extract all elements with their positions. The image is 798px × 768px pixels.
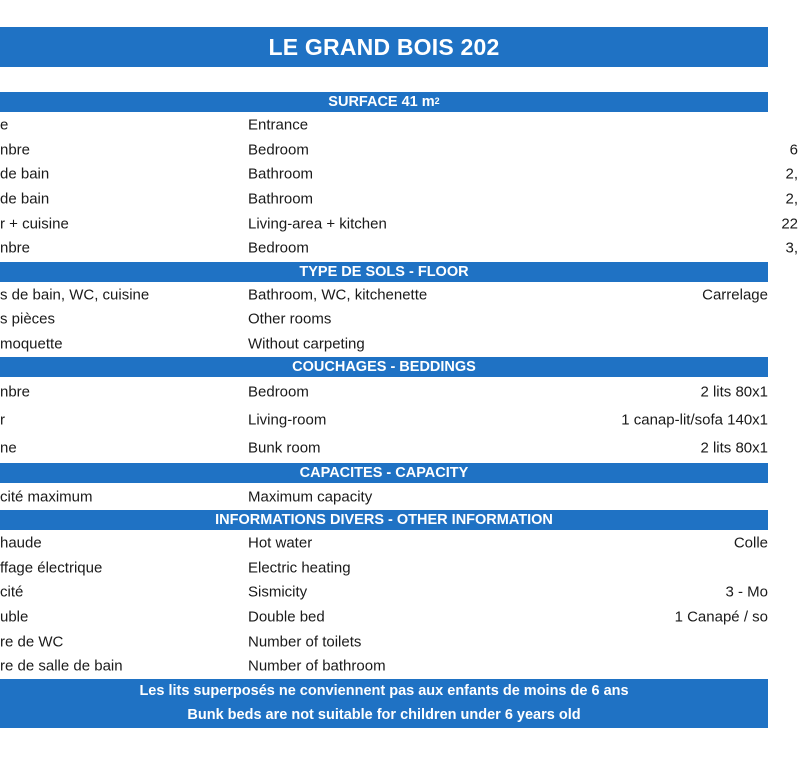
- value-cell: 2,: [785, 165, 798, 183]
- section-title: SURFACE 41 m: [328, 94, 435, 110]
- info-table: [0, 91, 798, 728]
- english-label: Entrance: [248, 116, 309, 134]
- french-label: r: [0, 411, 5, 429]
- table-row: [0, 332, 768, 357]
- english-label: Number of toilets: [248, 633, 362, 651]
- section-header-beddings: [0, 356, 768, 378]
- value-cell: 1 canap-lit/sofa 140x1: [621, 411, 768, 429]
- value-cell: 2 lits 80x1: [700, 439, 768, 457]
- table-row: [0, 113, 768, 138]
- english-label: Bunk room: [248, 439, 321, 457]
- page-title: LE GRAND BOIS 202: [0, 27, 768, 67]
- english-label: Bedroom: [248, 239, 309, 257]
- footer-note-french: [0, 679, 768, 704]
- english-label: Bathroom: [248, 165, 314, 183]
- table-row: [0, 434, 768, 462]
- english-label: Maximum capacity: [248, 488, 373, 506]
- table-row: [0, 211, 798, 236]
- english-label: Bathroom, WC, kitchenette: [248, 286, 428, 304]
- table-row: [0, 378, 768, 406]
- french-label: cité: [0, 583, 24, 601]
- french-label: e: [0, 116, 9, 134]
- table-row: [0, 283, 768, 308]
- table-row: [0, 236, 798, 261]
- english-label: Without carpeting: [248, 335, 365, 353]
- english-label: Hot water: [248, 534, 313, 552]
- value-cell: Colle: [733, 534, 768, 552]
- table-row: [0, 580, 768, 605]
- footer-text: Bunk beds are not suitable for children under 6 years old: [187, 707, 581, 724]
- table-row: [0, 484, 768, 509]
- english-label: Bedroom: [248, 141, 309, 159]
- french-label: uble: [0, 608, 29, 626]
- value-cell: Carrelage: [702, 286, 768, 304]
- footer-text: Les lits superposés ne conviennent pas aux enfants de moins de 6 ans: [139, 682, 629, 699]
- french-label: re de WC: [0, 633, 64, 651]
- superscript: 2: [434, 96, 440, 106]
- english-label: Living-room: [248, 411, 327, 429]
- table-row: [0, 138, 798, 163]
- french-label: s de bain, WC, cuisine: [0, 286, 150, 304]
- english-label: Other rooms: [248, 310, 332, 328]
- english-label: Bathroom: [248, 190, 314, 208]
- section-title: TYPE DE SOLS - FLOOR: [299, 263, 469, 280]
- french-label: de bain: [0, 190, 50, 208]
- english-label: Double bed: [248, 608, 325, 626]
- french-label: ffage électrique: [0, 559, 103, 577]
- english-label: Number of bathroom: [248, 657, 386, 675]
- table-row: [0, 654, 768, 679]
- value-cell: 2,: [785, 190, 798, 208]
- table-row: [0, 406, 768, 434]
- french-label: nbre: [0, 383, 31, 401]
- value-cell: 2 lits 80x1: [700, 383, 768, 401]
- french-label: nbre: [0, 239, 31, 257]
- french-label: r + cuisine: [0, 215, 69, 233]
- section-title: INFORMATIONS DIVERS - OTHER INFORMATION: [215, 511, 553, 528]
- french-label: nbre: [0, 141, 31, 159]
- french-label: moquette: [0, 335, 63, 353]
- table-row: [0, 556, 768, 581]
- english-label: Living-area + kitchen: [248, 215, 387, 233]
- table-row: [0, 605, 768, 630]
- english-label: Bedroom: [248, 383, 309, 401]
- french-label: s pièces: [0, 310, 56, 328]
- value-cell: 3 - Mo: [725, 583, 768, 601]
- value-cell: 22: [781, 215, 798, 233]
- value-cell: 3,: [785, 239, 798, 257]
- french-label: re de salle de bain: [0, 657, 123, 675]
- table-row: [0, 629, 768, 654]
- section-title: CAPACITES - CAPACITY: [299, 465, 469, 482]
- section-header-floor: [0, 261, 768, 283]
- french-label: haude: [0, 534, 42, 552]
- table-row: [0, 307, 768, 332]
- value-cell: 6: [789, 141, 798, 159]
- french-label: cité maximum: [0, 488, 93, 506]
- value-cell: 1 Canapé / so: [674, 608, 768, 626]
- table-row: [0, 162, 798, 187]
- section-header-surface: [0, 91, 768, 113]
- table-row: [0, 531, 768, 556]
- section-header-capacity: [0, 462, 768, 484]
- section-header-other-information: [0, 509, 768, 531]
- table-row: [0, 187, 798, 212]
- english-label: Electric heating: [248, 559, 351, 577]
- french-label: ne: [0, 439, 17, 457]
- section-title: COUCHAGES - BEDDINGS: [292, 359, 476, 376]
- french-label: de bain: [0, 165, 50, 183]
- footer-note-english: [0, 703, 768, 728]
- english-label: Sismicity: [248, 583, 308, 601]
